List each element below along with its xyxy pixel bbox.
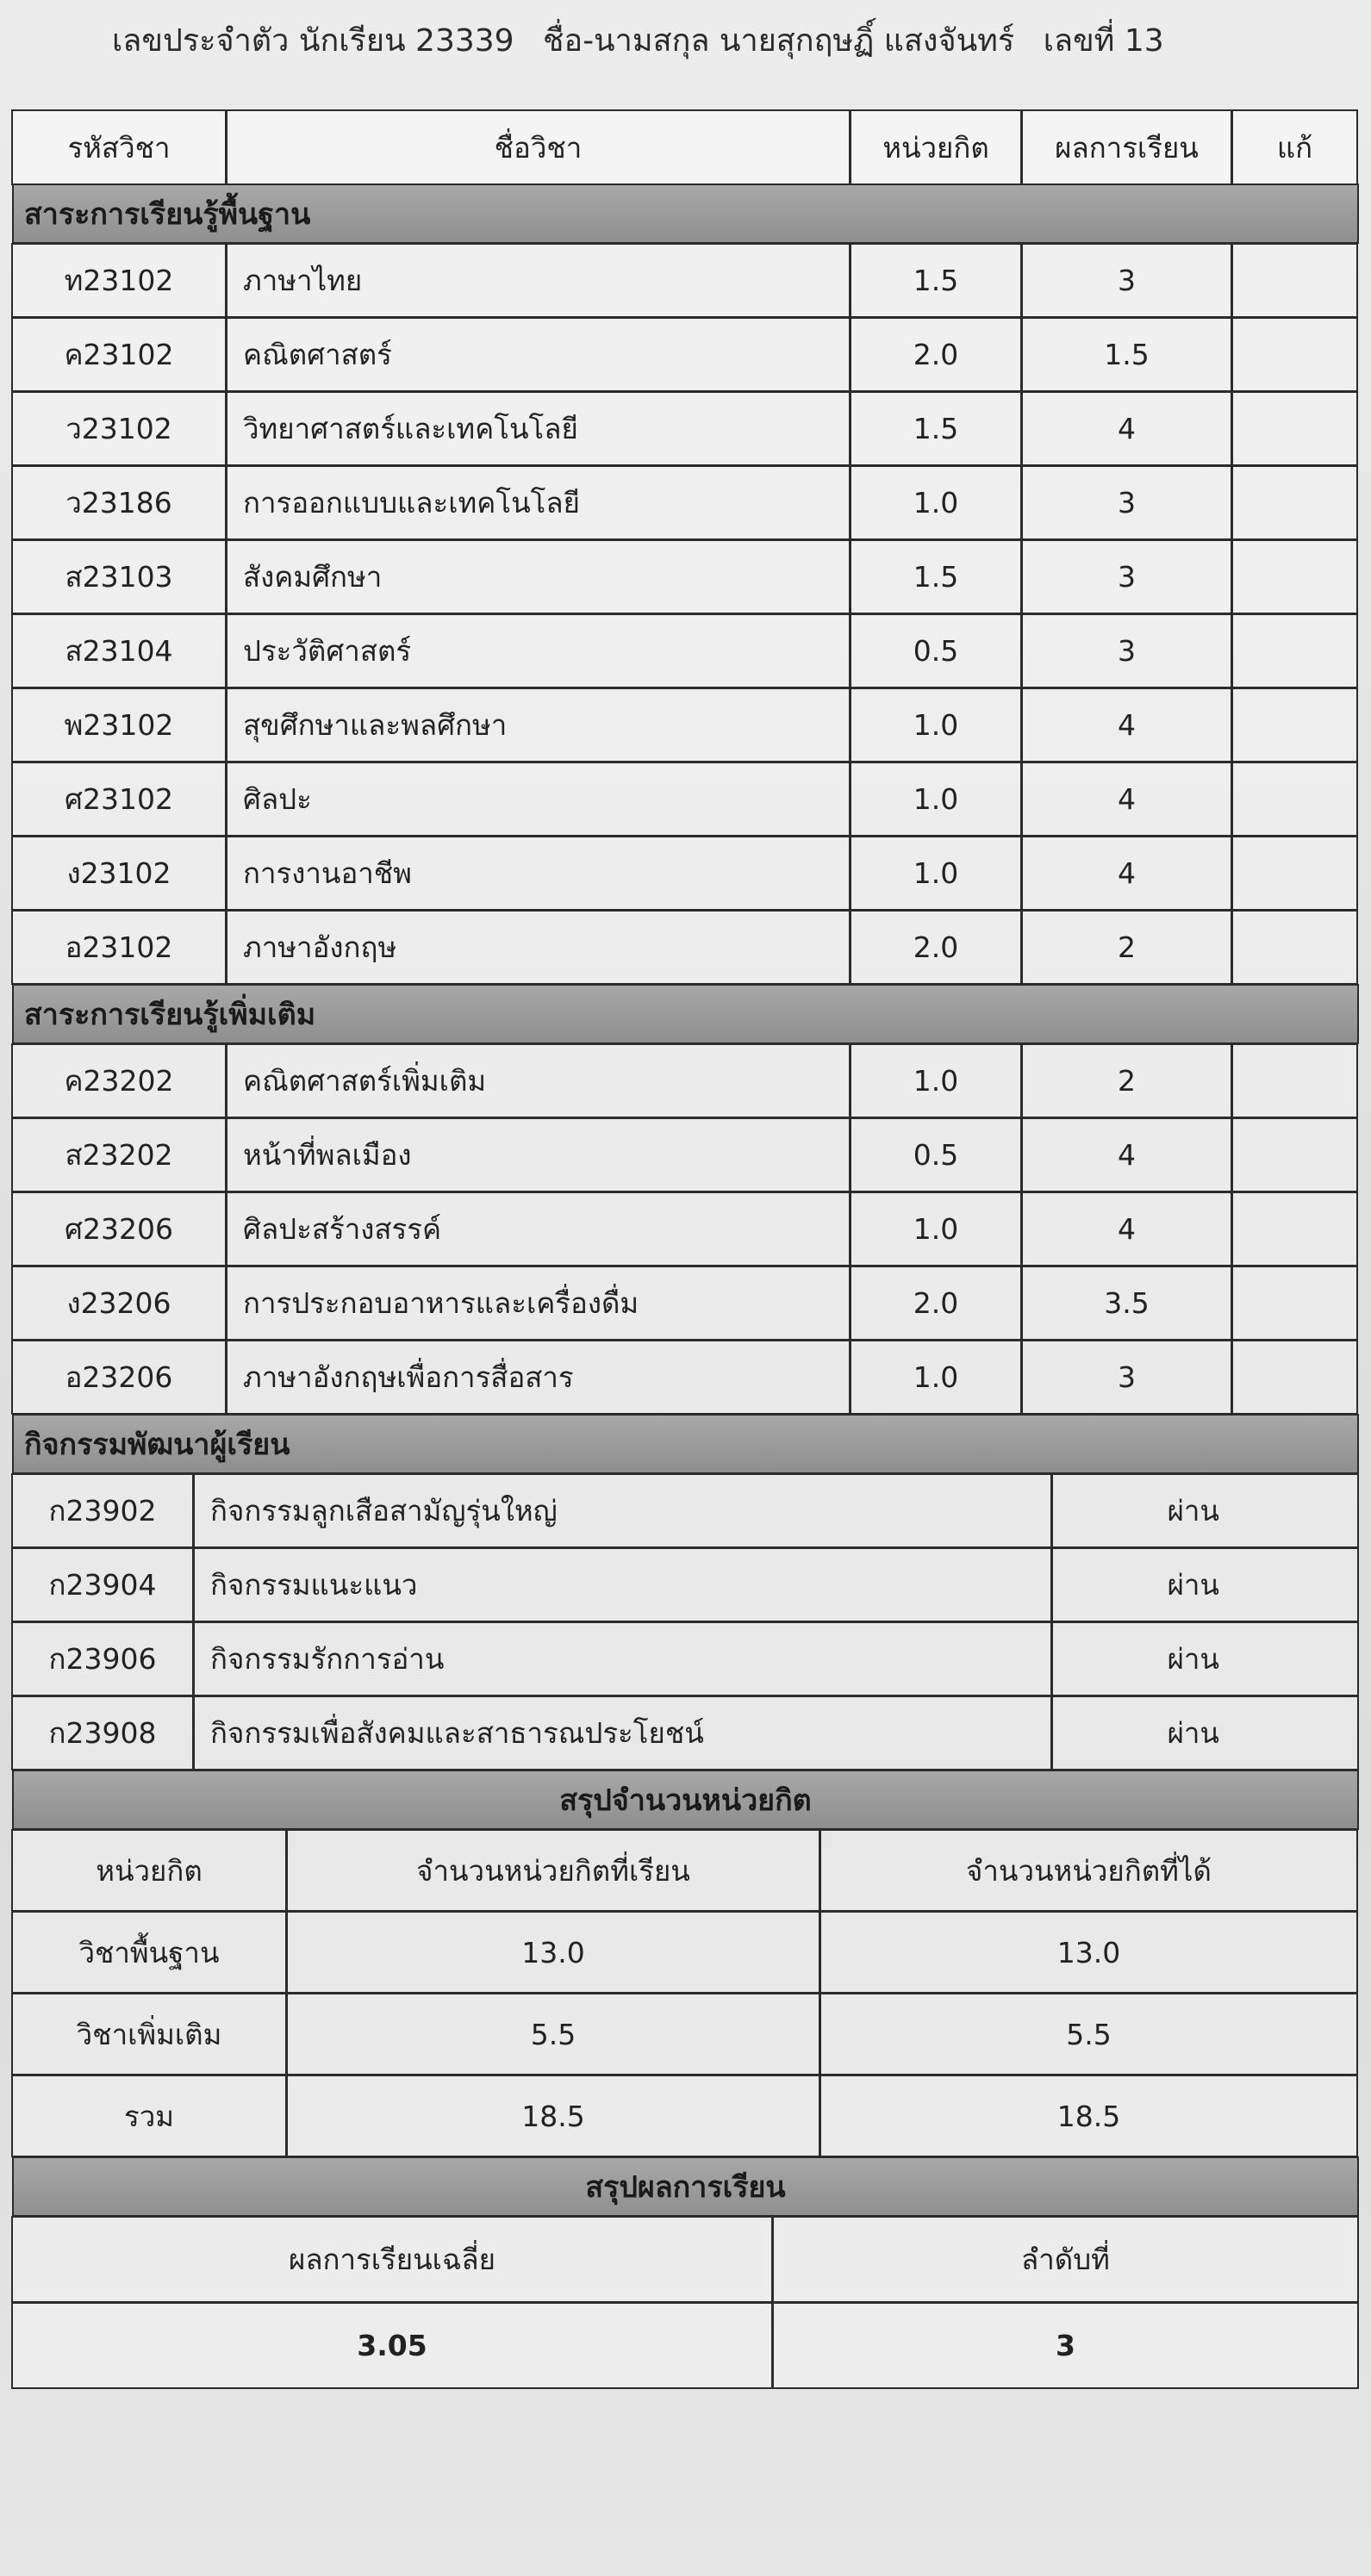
credit-earned: 18.5 bbox=[819, 2075, 1358, 2157]
credit-earned: 5.5 bbox=[819, 1993, 1358, 2075]
result-summary-header bbox=[12, 2217, 1359, 2303]
table-header-row bbox=[12, 110, 1359, 184]
subject-fix bbox=[1231, 688, 1358, 762]
table-row bbox=[12, 837, 1359, 911]
subject-code: ท23102 bbox=[11, 243, 227, 318]
subject-code: ง23102 bbox=[11, 836, 227, 911]
subject-name: หน้าที่พลเมือง bbox=[226, 1117, 851, 1192]
subject-code: ส23104 bbox=[11, 613, 227, 688]
student-number: เลขที่ 13 bbox=[1043, 23, 1164, 59]
credit-summary-header bbox=[12, 1830, 1359, 1912]
table-row bbox=[12, 540, 1359, 614]
subject-fix bbox=[1231, 613, 1358, 688]
subject-credit: 1.0 bbox=[850, 465, 1022, 540]
subject-fix bbox=[1231, 1266, 1358, 1341]
credit-col-label: หน่วยกิต bbox=[11, 1829, 287, 1912]
activity-name: กิจกรรมรักการอ่าน bbox=[193, 1621, 1052, 1696]
table-row bbox=[12, 1266, 1359, 1341]
table-row bbox=[12, 244, 1359, 318]
table-row bbox=[12, 1192, 1359, 1266]
credit-row-label: รวม bbox=[11, 2075, 287, 2157]
table-row bbox=[12, 688, 1359, 762]
subject-grade: 3 bbox=[1021, 613, 1232, 688]
table-row bbox=[12, 1548, 1359, 1622]
table-row bbox=[12, 466, 1359, 540]
activity-code: ก23902 bbox=[11, 1473, 194, 1548]
subject-name: การประกอบอาหารและเครื่องดื่ม bbox=[226, 1266, 851, 1341]
subject-name: ศิลปะ bbox=[226, 762, 851, 837]
activity-name: กิจกรรมลูกเสือสามัญรุ่นใหญ่ bbox=[193, 1473, 1052, 1548]
table-row bbox=[12, 392, 1359, 466]
credit-registered: 13.0 bbox=[286, 1911, 820, 1994]
subject-name: ภาษาไทย bbox=[226, 243, 851, 318]
subject-code: พ23102 bbox=[11, 688, 227, 762]
student-name: ชื่อ-นามสกุล นายสุกฤษฏิ์ แสงจันทร์ bbox=[543, 23, 1015, 59]
header-code: รหัสวิชา bbox=[11, 109, 227, 185]
result-summary-title: สรุปผลการเรียน bbox=[12, 2156, 1359, 2217]
subject-credit: 1.0 bbox=[850, 688, 1022, 762]
subject-credit: 1.5 bbox=[850, 539, 1022, 614]
activity-code: ก23906 bbox=[11, 1621, 194, 1696]
header-subject: ชื่อวิชา bbox=[226, 109, 851, 185]
credit-row bbox=[12, 2075, 1359, 2157]
subject-grade: 4 bbox=[1021, 1117, 1232, 1192]
credit-row-label: วิชาพื้นฐาน bbox=[11, 1911, 287, 1994]
subject-code: ศ23206 bbox=[11, 1192, 227, 1266]
table-row bbox=[12, 1474, 1359, 1548]
subject-fix bbox=[1231, 1043, 1358, 1118]
subject-credit: 1.0 bbox=[850, 1043, 1022, 1118]
subject-grade: 3 bbox=[1021, 243, 1232, 318]
subject-code: ว23186 bbox=[11, 465, 227, 540]
subject-fix bbox=[1231, 762, 1358, 837]
table-row bbox=[12, 1696, 1359, 1770]
subject-grade: 1.5 bbox=[1021, 317, 1232, 392]
subject-credit: 1.0 bbox=[850, 1192, 1022, 1266]
activity-result: ผ่าน bbox=[1051, 1473, 1359, 1548]
section-extra: สาระการเรียนรู้เพิ่มเติม bbox=[12, 984, 1359, 1044]
gpa-value: 3.05 bbox=[11, 2302, 773, 2389]
header-grade: ผลการเรียน bbox=[1021, 109, 1232, 185]
table-row bbox=[12, 318, 1359, 392]
subject-fix bbox=[1231, 1117, 1358, 1192]
subject-credit: 1.0 bbox=[850, 836, 1022, 911]
subject-code: ส23202 bbox=[11, 1117, 227, 1192]
subject-grade: 2 bbox=[1021, 910, 1232, 985]
rank-label: ลำดับที่ bbox=[772, 2216, 1359, 2303]
subject-name: สุขศึกษาและพลศึกษา bbox=[226, 688, 851, 762]
credit-earned: 13.0 bbox=[819, 1911, 1358, 1994]
subject-credit: 1.0 bbox=[850, 1340, 1022, 1415]
subject-credit: 2.0 bbox=[850, 910, 1022, 985]
extra-rows bbox=[12, 1044, 1359, 1415]
grades-table bbox=[12, 110, 1359, 2389]
subject-grade: 2 bbox=[1021, 1043, 1232, 1118]
header-credit: หน่วยกิต bbox=[850, 109, 1022, 185]
subject-credit: 0.5 bbox=[850, 1117, 1022, 1192]
table-row bbox=[12, 911, 1359, 985]
credit-row bbox=[12, 1912, 1359, 1994]
subject-credit: 1.0 bbox=[850, 762, 1022, 837]
activity-result: ผ่าน bbox=[1051, 1547, 1359, 1622]
credit-registered: 5.5 bbox=[286, 1993, 820, 2075]
subject-fix bbox=[1231, 391, 1358, 466]
activity-name: กิจกรรมแนะแนว bbox=[193, 1547, 1052, 1622]
subject-fix bbox=[1231, 539, 1358, 614]
subject-code: ส23103 bbox=[11, 539, 227, 614]
subject-fix bbox=[1231, 910, 1358, 985]
subject-grade: 4 bbox=[1021, 762, 1232, 837]
subject-name: การงานอาชีพ bbox=[226, 836, 851, 911]
table-row bbox=[12, 1044, 1359, 1118]
subject-credit: 2.0 bbox=[850, 317, 1022, 392]
section-activity: กิจกรรมพัฒนาผู้เรียน bbox=[12, 1414, 1359, 1474]
subject-fix bbox=[1231, 317, 1358, 392]
subject-fix bbox=[1231, 465, 1358, 540]
table-row bbox=[12, 1341, 1359, 1415]
table-row bbox=[12, 614, 1359, 688]
subject-grade: 4 bbox=[1021, 836, 1232, 911]
rank-value: 3 bbox=[772, 2302, 1359, 2389]
subject-grade: 3 bbox=[1021, 465, 1232, 540]
subject-fix bbox=[1231, 1192, 1358, 1266]
subject-code: ค23102 bbox=[11, 317, 227, 392]
subject-credit: 2.0 bbox=[850, 1266, 1022, 1341]
subject-name: ภาษาอังกฤษ bbox=[226, 910, 851, 985]
subject-name: การออกแบบและเทคโนโลยี bbox=[226, 465, 851, 540]
subject-name: คณิตศาสตร์ bbox=[226, 317, 851, 392]
activity-code: ก23908 bbox=[11, 1696, 194, 1770]
credit-row-label: วิชาเพิ่มเติม bbox=[11, 1993, 287, 2075]
subject-code: ค23202 bbox=[11, 1043, 227, 1118]
header-fix: แก้ bbox=[1231, 109, 1358, 185]
subject-name: คณิตศาสตร์เพิ่มเติม bbox=[226, 1043, 851, 1118]
subject-code: ศ23102 bbox=[11, 762, 227, 837]
subject-grade: 3 bbox=[1021, 539, 1232, 614]
basic-rows bbox=[12, 244, 1359, 985]
credit-registered: 18.5 bbox=[286, 2075, 820, 2157]
subject-grade: 3 bbox=[1021, 1340, 1232, 1415]
student-id: เลขประจำตัว นักเรียน 23339 bbox=[112, 23, 514, 59]
table-row bbox=[12, 1118, 1359, 1192]
activity-name: กิจกรรมเพื่อสังคมและสาธารณประโยชน์ bbox=[193, 1696, 1052, 1770]
credit-summary-title: สรุปจำนวนหน่วยกิต bbox=[12, 1770, 1359, 1830]
subject-code: อ23206 bbox=[11, 1340, 227, 1415]
table-row bbox=[12, 762, 1359, 837]
subject-name: ภาษาอังกฤษเพื่อการสื่อสาร bbox=[226, 1340, 851, 1415]
section-basic: สาระการเรียนรู้พื้นฐาน bbox=[12, 184, 1359, 244]
subject-fix bbox=[1231, 243, 1358, 318]
subject-grade: 4 bbox=[1021, 688, 1232, 762]
subject-name: ประวัติศาสตร์ bbox=[226, 613, 851, 688]
subject-grade: 3.5 bbox=[1021, 1266, 1232, 1341]
subject-credit: 1.5 bbox=[850, 391, 1022, 466]
credit-rows bbox=[12, 1912, 1359, 2157]
credit-col-registered: จำนวนหน่วยกิตที่เรียน bbox=[286, 1829, 820, 1912]
table-row bbox=[12, 1622, 1359, 1696]
gpa-label: ผลการเรียนเฉลี่ย bbox=[11, 2216, 773, 2303]
activity-result: ผ่าน bbox=[1051, 1621, 1359, 1696]
credit-row bbox=[12, 1994, 1359, 2075]
subject-credit: 1.5 bbox=[850, 243, 1022, 318]
subject-name: ศิลปะสร้างสรรค์ bbox=[226, 1192, 851, 1266]
activity-code: ก23904 bbox=[11, 1547, 194, 1622]
credit-col-earned: จำนวนหน่วยกิตที่ได้ bbox=[819, 1829, 1358, 1912]
subject-code: อ23102 bbox=[11, 910, 227, 985]
subject-fix bbox=[1231, 836, 1358, 911]
subject-code: ว23102 bbox=[11, 391, 227, 466]
subject-code: ง23206 bbox=[11, 1266, 227, 1341]
activity-result: ผ่าน bbox=[1051, 1696, 1359, 1770]
subject-grade: 4 bbox=[1021, 391, 1232, 466]
subject-name: สังคมศึกษา bbox=[226, 539, 851, 614]
subject-fix bbox=[1231, 1340, 1358, 1415]
activity-rows bbox=[12, 1474, 1359, 1770]
result-summary-values bbox=[12, 2303, 1359, 2389]
subject-name: วิทยาศาสตร์และเทคโนโลยี bbox=[226, 391, 851, 466]
subject-credit: 0.5 bbox=[850, 613, 1022, 688]
subject-grade: 4 bbox=[1021, 1192, 1232, 1266]
